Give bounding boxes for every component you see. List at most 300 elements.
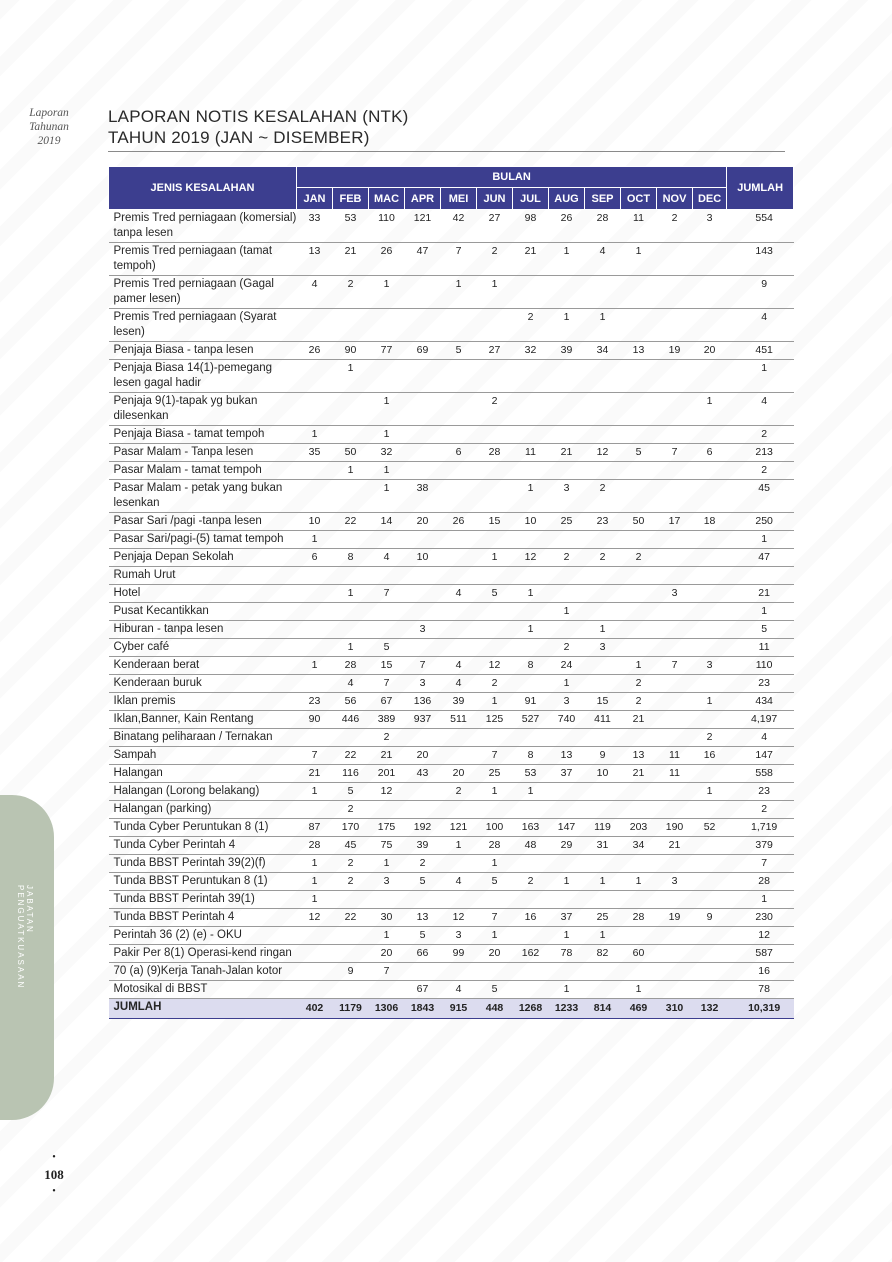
month-value-jul	[513, 855, 549, 873]
month-value-apr	[405, 393, 441, 426]
month-value-mei: 4	[441, 675, 477, 693]
offence-label: Iklan,Banner, Kain Rentang	[109, 711, 297, 729]
row-total: 1	[727, 603, 794, 621]
row-total: 9	[727, 276, 794, 309]
month-value-feb: 22	[333, 747, 369, 765]
month-value-oct: 2	[621, 675, 657, 693]
month-value-feb: 170	[333, 819, 369, 837]
offence-label: Halangan	[109, 765, 297, 783]
month-value-dec: 6	[693, 444, 727, 462]
table-row	[109, 873, 794, 891]
month-value-mac: 3	[369, 873, 405, 891]
month-value-jun	[477, 621, 513, 639]
month-value-feb	[333, 621, 369, 639]
month-value-apr	[405, 639, 441, 657]
month-value-jun	[477, 963, 513, 981]
month-value-mac	[369, 567, 405, 585]
month-value-mei: 20	[441, 765, 477, 783]
month-value-oct	[621, 360, 657, 393]
month-value-jul: 16	[513, 909, 549, 927]
offence-label: Tunda BBST Perintah 39(1)	[109, 891, 297, 909]
month-value-aug	[549, 585, 585, 603]
month-value-nov	[657, 693, 693, 711]
month-value-oct	[621, 855, 657, 873]
month-value-jul	[513, 567, 549, 585]
row-total: 2	[727, 801, 794, 819]
offence-label: Tunda Cyber Peruntukan 8 (1)	[109, 819, 297, 837]
footer-month-total-dec: 132	[693, 999, 727, 1019]
month-value-jun	[477, 360, 513, 393]
month-value-feb	[333, 531, 369, 549]
month-value-aug: 1	[549, 927, 585, 945]
month-value-sep	[585, 603, 621, 621]
month-value-jul	[513, 393, 549, 426]
month-value-oct	[621, 531, 657, 549]
month-value-oct: 34	[621, 837, 657, 855]
offence-label: Hotel	[109, 585, 297, 603]
row-total: 213	[727, 444, 794, 462]
month-value-jan	[297, 462, 333, 480]
month-value-feb: 2	[333, 801, 369, 819]
month-value-feb	[333, 480, 369, 513]
month-value-mei	[441, 567, 477, 585]
month-value-aug: 37	[549, 909, 585, 927]
month-value-aug	[549, 426, 585, 444]
month-value-jul: 91	[513, 693, 549, 711]
table-row	[109, 909, 794, 927]
month-value-jan: 1	[297, 855, 333, 873]
row-total: 1	[727, 360, 794, 393]
month-value-sep: 15	[585, 693, 621, 711]
offence-label: Binatang peliharaan / Ternakan	[109, 729, 297, 747]
month-value-dec	[693, 711, 727, 729]
month-value-dec	[693, 801, 727, 819]
month-value-apr	[405, 462, 441, 480]
footer-month-total-jun: 448	[477, 999, 513, 1019]
month-value-oct: 13	[621, 747, 657, 765]
month-value-sep: 12	[585, 444, 621, 462]
month-value-apr: 66	[405, 945, 441, 963]
month-value-mac: 1	[369, 927, 405, 945]
month-value-mac: 7	[369, 675, 405, 693]
month-value-sep	[585, 276, 621, 309]
month-value-jan	[297, 981, 333, 999]
table-row	[109, 513, 794, 531]
month-value-jan: 87	[297, 819, 333, 837]
month-value-jul	[513, 426, 549, 444]
month-value-oct	[621, 621, 657, 639]
month-value-nov: 7	[657, 657, 693, 675]
offence-label: Motosikal di BBST	[109, 981, 297, 999]
row-total: 21	[727, 585, 794, 603]
month-value-jul: 2	[513, 309, 549, 342]
month-value-aug	[549, 567, 585, 585]
row-total: 28	[727, 873, 794, 891]
month-value-dec	[693, 426, 727, 444]
month-value-nov: 19	[657, 342, 693, 360]
offence-label: Penjaja Depan Sekolah	[109, 549, 297, 567]
offence-label: Pasar Sari/pagi-(5) tamat tempoh	[109, 531, 297, 549]
month-value-jan	[297, 585, 333, 603]
month-value-jun: 125	[477, 711, 513, 729]
month-value-jul: 527	[513, 711, 549, 729]
table-row	[109, 393, 794, 426]
row-total: 434	[727, 693, 794, 711]
month-value-mei: 2	[441, 783, 477, 801]
month-value-feb: 90	[333, 342, 369, 360]
row-total: 250	[727, 513, 794, 531]
month-value-sep: 3	[585, 639, 621, 657]
row-total: 11	[727, 639, 794, 657]
header-month-mei: MEI	[441, 188, 477, 210]
month-value-dec	[693, 309, 727, 342]
month-value-nov	[657, 639, 693, 657]
table-row	[109, 549, 794, 567]
month-value-mei	[441, 462, 477, 480]
month-value-oct	[621, 462, 657, 480]
month-value-apr	[405, 444, 441, 462]
month-value-mac: 1	[369, 480, 405, 513]
month-value-mac: 26	[369, 243, 405, 276]
month-value-jul	[513, 360, 549, 393]
month-value-feb: 2	[333, 873, 369, 891]
month-value-mac	[369, 621, 405, 639]
offence-label: Perintah 36 (2) (e) - OKU	[109, 927, 297, 945]
month-value-sep	[585, 567, 621, 585]
month-value-apr: 192	[405, 819, 441, 837]
offence-label: Pasar Malam - Tanpa lesen	[109, 444, 297, 462]
month-value-jan: 90	[297, 711, 333, 729]
month-value-mei: 4	[441, 873, 477, 891]
offence-label: Pakir Per 8(1) Operasi-kend ringan	[109, 945, 297, 963]
month-value-sep	[585, 360, 621, 393]
month-value-mac	[369, 891, 405, 909]
month-value-dec	[693, 963, 727, 981]
month-value-dec	[693, 639, 727, 657]
month-value-aug	[549, 531, 585, 549]
row-total: 4	[727, 393, 794, 426]
month-value-mei	[441, 747, 477, 765]
month-value-nov	[657, 945, 693, 963]
month-value-jun: 2	[477, 243, 513, 276]
month-value-sep: 1	[585, 621, 621, 639]
month-value-mac: 75	[369, 837, 405, 855]
month-value-feb: 8	[333, 549, 369, 567]
month-value-oct: 1	[621, 243, 657, 276]
offence-notice-table	[108, 166, 794, 1019]
month-value-oct: 203	[621, 819, 657, 837]
month-value-mei: 121	[441, 819, 477, 837]
month-value-mac: 67	[369, 693, 405, 711]
table-row	[109, 531, 794, 549]
month-value-jun: 27	[477, 342, 513, 360]
month-value-jun: 5	[477, 873, 513, 891]
month-value-aug	[549, 276, 585, 309]
month-value-oct	[621, 783, 657, 801]
month-value-dec	[693, 945, 727, 963]
month-value-dec: 3	[693, 657, 727, 675]
side-label-line-1: Laporan	[29, 107, 69, 119]
month-value-nov	[657, 927, 693, 945]
month-value-nov	[657, 393, 693, 426]
month-value-mei	[441, 891, 477, 909]
month-value-jan: 1	[297, 531, 333, 549]
month-value-oct: 28	[621, 909, 657, 927]
month-value-nov: 11	[657, 747, 693, 765]
month-value-dec	[693, 531, 727, 549]
month-value-dec: 3	[693, 210, 727, 243]
month-value-jul: 10	[513, 513, 549, 531]
month-value-nov	[657, 531, 693, 549]
month-value-jul	[513, 927, 549, 945]
month-value-apr	[405, 729, 441, 747]
month-value-jun: 25	[477, 765, 513, 783]
month-value-jun: 28	[477, 444, 513, 462]
month-value-jun	[477, 309, 513, 342]
table-row	[109, 444, 794, 462]
offence-label: Tunda BBST Perintah 4	[109, 909, 297, 927]
month-value-jan	[297, 603, 333, 621]
month-value-jun: 20	[477, 945, 513, 963]
month-value-apr	[405, 426, 441, 444]
month-value-sep: 34	[585, 342, 621, 360]
table-row	[109, 603, 794, 621]
report-side-label	[14, 106, 84, 148]
table-row	[109, 309, 794, 342]
month-value-jan: 4	[297, 276, 333, 309]
month-value-aug: 1	[549, 309, 585, 342]
header-month-jun: JUN	[477, 188, 513, 210]
month-value-mac: 32	[369, 444, 405, 462]
month-value-nov	[657, 675, 693, 693]
month-value-mac: 21	[369, 747, 405, 765]
month-value-dec	[693, 276, 727, 309]
offence-label: Iklan premis	[109, 693, 297, 711]
month-value-aug: 147	[549, 819, 585, 837]
month-value-jan: 7	[297, 747, 333, 765]
header-month-apr: APR	[405, 188, 441, 210]
month-value-oct: 1	[621, 981, 657, 999]
month-value-sep	[585, 657, 621, 675]
offence-label: Penjaja Biasa 14(1)-pemegang lesen gagal hadir	[109, 360, 297, 393]
month-value-jul	[513, 981, 549, 999]
offence-label: Tunda BBST Peruntukan 8 (1)	[109, 873, 297, 891]
table-row	[109, 243, 794, 276]
month-value-dec	[693, 837, 727, 855]
month-value-feb: 446	[333, 711, 369, 729]
table-footer-row	[109, 999, 794, 1019]
month-value-oct	[621, 801, 657, 819]
month-value-sep	[585, 675, 621, 693]
month-value-apr	[405, 585, 441, 603]
row-total: 23	[727, 783, 794, 801]
footer-month-total-jan: 402	[297, 999, 333, 1019]
month-value-oct	[621, 603, 657, 621]
month-value-nov: 7	[657, 444, 693, 462]
month-value-dec	[693, 243, 727, 276]
month-value-mei	[441, 531, 477, 549]
table-row	[109, 426, 794, 444]
month-value-apr: 39	[405, 837, 441, 855]
month-value-jul: 98	[513, 210, 549, 243]
month-value-dec: 52	[693, 819, 727, 837]
offence-label: Premis Tred perniagaan (Gagal pamer lesen)	[109, 276, 297, 309]
table-row	[109, 855, 794, 873]
month-value-apr: 20	[405, 747, 441, 765]
month-value-jan	[297, 480, 333, 513]
month-value-feb: 9	[333, 963, 369, 981]
month-value-sep: 28	[585, 210, 621, 243]
month-value-sep	[585, 729, 621, 747]
page-number	[40, 1152, 68, 1198]
month-value-jul: 48	[513, 837, 549, 855]
month-value-aug: 39	[549, 342, 585, 360]
month-value-mac: 1	[369, 276, 405, 309]
month-value-mei: 7	[441, 243, 477, 276]
month-value-apr	[405, 567, 441, 585]
month-value-nov	[657, 426, 693, 444]
month-value-mac: 389	[369, 711, 405, 729]
table-row	[109, 765, 794, 783]
month-value-feb: 45	[333, 837, 369, 855]
month-value-mei: 39	[441, 693, 477, 711]
footer-label: JUMLAH	[109, 999, 297, 1019]
month-value-sep: 23	[585, 513, 621, 531]
row-total: 16	[727, 963, 794, 981]
month-value-nov	[657, 549, 693, 567]
month-value-mei	[441, 393, 477, 426]
month-value-mei	[441, 480, 477, 513]
row-total: 143	[727, 243, 794, 276]
header-month-sep: SEP	[585, 188, 621, 210]
month-value-oct	[621, 393, 657, 426]
footer-month-total-mei: 915	[441, 999, 477, 1019]
row-total: 1,719	[727, 819, 794, 837]
table-row	[109, 945, 794, 963]
month-value-jan	[297, 393, 333, 426]
month-value-jul	[513, 603, 549, 621]
month-value-jan: 33	[297, 210, 333, 243]
row-total: 147	[727, 747, 794, 765]
month-value-aug: 21	[549, 444, 585, 462]
month-value-jul	[513, 729, 549, 747]
month-value-nov	[657, 729, 693, 747]
side-label-line-3: 2019	[37, 135, 61, 147]
table-row	[109, 837, 794, 855]
month-value-mei	[441, 963, 477, 981]
footer-month-total-nov: 310	[657, 999, 693, 1019]
month-value-jul: 162	[513, 945, 549, 963]
month-value-oct	[621, 567, 657, 585]
month-value-mei: 4	[441, 981, 477, 999]
month-value-apr	[405, 276, 441, 309]
month-value-sep: 119	[585, 819, 621, 837]
offence-label: Halangan (Lorong belakang)	[109, 783, 297, 801]
offence-label: Penjaja Biasa - tamat tempoh	[109, 426, 297, 444]
month-value-mei	[441, 360, 477, 393]
month-value-jun: 1	[477, 927, 513, 945]
month-value-sep	[585, 462, 621, 480]
month-value-apr	[405, 309, 441, 342]
month-value-mac: 2	[369, 729, 405, 747]
month-value-apr	[405, 801, 441, 819]
offence-label: Tunda Cyber Perintah 4	[109, 837, 297, 855]
table-row	[109, 585, 794, 603]
month-value-apr: 38	[405, 480, 441, 513]
month-value-sep	[585, 531, 621, 549]
month-value-mei	[441, 621, 477, 639]
month-value-jan: 6	[297, 549, 333, 567]
month-value-jun	[477, 891, 513, 909]
month-value-jul	[513, 963, 549, 981]
month-value-aug: 1	[549, 603, 585, 621]
month-value-mac: 12	[369, 783, 405, 801]
month-value-sep: 2	[585, 480, 621, 513]
month-value-aug: 2	[549, 549, 585, 567]
month-value-nov	[657, 621, 693, 639]
month-value-mei	[441, 801, 477, 819]
offence-label: Premis Tred perniagaan (komersial) tanpa lesen	[109, 210, 297, 243]
header-month-jul: JUL	[513, 188, 549, 210]
month-value-jul: 1	[513, 783, 549, 801]
month-value-jun	[477, 639, 513, 657]
table-row	[109, 819, 794, 837]
month-value-sep	[585, 963, 621, 981]
month-value-oct	[621, 276, 657, 309]
month-value-apr: 121	[405, 210, 441, 243]
row-total: 1	[727, 531, 794, 549]
month-value-nov	[657, 462, 693, 480]
table-row	[109, 567, 794, 585]
month-value-aug	[549, 729, 585, 747]
month-value-aug: 1	[549, 873, 585, 891]
month-value-nov	[657, 360, 693, 393]
month-value-sep: 9	[585, 747, 621, 765]
month-value-jan: 13	[297, 243, 333, 276]
month-value-jun	[477, 603, 513, 621]
month-value-nov	[657, 963, 693, 981]
month-value-nov	[657, 801, 693, 819]
month-value-mac	[369, 309, 405, 342]
month-value-jun: 1	[477, 693, 513, 711]
month-value-dec	[693, 585, 727, 603]
month-value-nov: 17	[657, 513, 693, 531]
month-value-jan	[297, 675, 333, 693]
month-value-mac: 110	[369, 210, 405, 243]
month-value-nov	[657, 981, 693, 999]
page-title	[108, 106, 409, 148]
month-value-apr: 47	[405, 243, 441, 276]
month-value-nov: 11	[657, 765, 693, 783]
month-value-apr: 20	[405, 513, 441, 531]
month-value-dec: 9	[693, 909, 727, 927]
month-value-aug: 25	[549, 513, 585, 531]
month-value-mac: 7	[369, 963, 405, 981]
month-value-jun	[477, 426, 513, 444]
month-value-mac: 1	[369, 855, 405, 873]
table-row	[109, 657, 794, 675]
month-value-jun: 1	[477, 276, 513, 309]
footer-month-total-mac: 1306	[369, 999, 405, 1019]
page-dot-bottom: •	[52, 1186, 56, 1197]
month-value-oct: 1	[621, 657, 657, 675]
month-value-nov	[657, 711, 693, 729]
month-value-dec: 18	[693, 513, 727, 531]
month-value-feb: 28	[333, 657, 369, 675]
month-value-dec	[693, 675, 727, 693]
month-value-apr: 136	[405, 693, 441, 711]
title-line-2: TAHUN 2019 (JAN ~ DISEMBER)	[108, 128, 370, 147]
